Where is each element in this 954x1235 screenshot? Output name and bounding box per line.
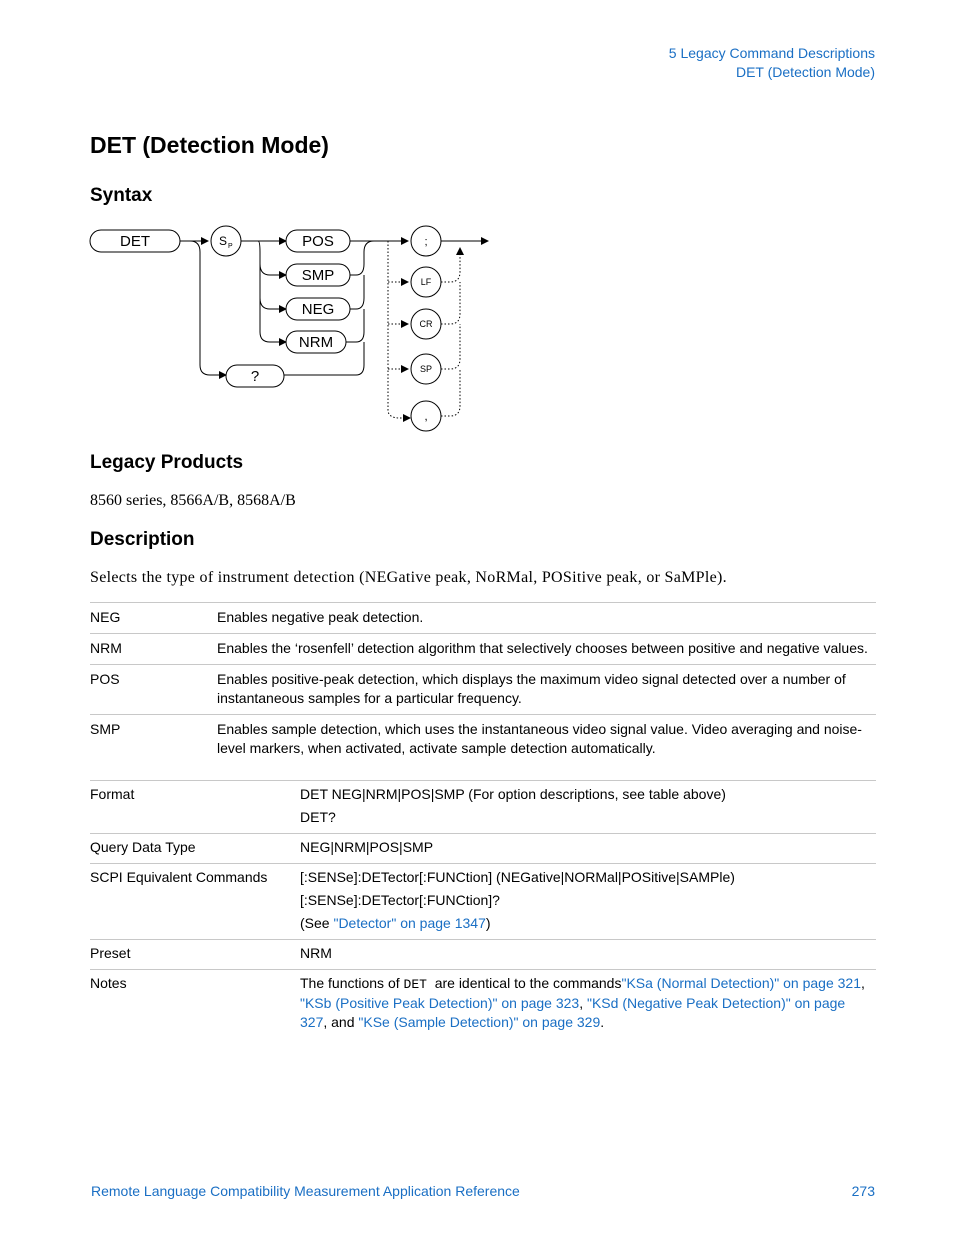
query-data-type-value: NEG|NRM|POS|SMP xyxy=(300,834,876,864)
notes-label: Notes xyxy=(90,970,300,1039)
running-header xyxy=(669,44,875,82)
table-row xyxy=(90,940,876,970)
option-neg-label: NEG xyxy=(301,301,335,318)
footer-doc-title: Remote Language Compatibility Measurement Application Reference xyxy=(91,1183,520,1199)
query-data-type-label: Query Data Type xyxy=(90,834,300,864)
connector xyxy=(258,241,286,342)
notes-text: . xyxy=(600,1014,605,1030)
syntax-heading: Syntax xyxy=(90,185,153,206)
option-desc: Enables sample detection, which uses the instantaneous video signal value. Video averaging and noise-level markers, when activated, activate sample detection automatically. xyxy=(217,715,876,765)
terminator-lf-label: LF xyxy=(420,277,432,287)
terminator-cr-label: CR xyxy=(419,319,433,329)
page-title: DET (Detection Mode) xyxy=(90,132,329,158)
notes-value xyxy=(300,970,876,1039)
connector xyxy=(441,324,460,369)
connector xyxy=(350,275,364,309)
preset-label: Preset xyxy=(90,940,300,970)
space-token-sub: P xyxy=(228,243,233,250)
terminator-comma-label: , xyxy=(424,409,428,423)
format-query-line: DET? xyxy=(300,809,336,825)
preset-value: NRM xyxy=(300,940,876,970)
see-suffix: ) xyxy=(485,915,491,931)
notes-text: are identical to the commands xyxy=(426,975,622,991)
option-key: SMP xyxy=(90,715,217,765)
command-info-table xyxy=(90,780,876,1038)
scpi-label: SCPI Equivalent Commands xyxy=(90,864,300,940)
option-pos-label: POS xyxy=(302,233,334,250)
connector xyxy=(260,298,286,309)
ksd-link[interactable]: "KSd (Negative Peak Detection)" on page 327 xyxy=(300,995,846,1030)
detector-link[interactable]: "Detector" on page 1347 xyxy=(333,915,486,931)
option-desc: Enables positive-peak detection, which displays the maximum video signal detected over a number of instantaneous samples for a particular frequency. xyxy=(217,665,876,715)
notes-text: , and xyxy=(323,1014,359,1030)
description-text: Selects the type of instrument detection (NEGative peak, NoRMal, POSitive peak, or SaMPle). xyxy=(90,569,727,586)
scpi-line: [:SENSe]:DETector[:FUNCtion] (NEGative|NORMal|POSitive|SAMPle) xyxy=(300,869,735,885)
connector xyxy=(388,241,400,418)
ksb-link[interactable]: "KSb (Positive Peak Detection)" on page 323 xyxy=(300,995,580,1011)
connector xyxy=(441,282,460,324)
connector xyxy=(190,241,226,375)
scpi-value xyxy=(300,864,876,940)
scpi-see-line xyxy=(300,914,876,933)
format-value xyxy=(300,781,876,834)
notes-text: , xyxy=(579,995,587,1011)
format-label: Format xyxy=(90,781,300,834)
query-label: ? xyxy=(250,368,260,385)
legacy-products-text: 8560 series, 8566A/B, 8568A/B xyxy=(90,492,296,509)
option-nrm-label: NRM xyxy=(298,334,334,351)
option-smp-label: SMP xyxy=(301,267,335,284)
table-row xyxy=(90,603,876,634)
connector xyxy=(441,369,460,416)
page-footer xyxy=(91,1183,875,1199)
options-table xyxy=(90,602,876,764)
connector xyxy=(260,264,286,275)
table-row xyxy=(90,634,876,665)
option-key: NRM xyxy=(90,634,217,665)
table-row xyxy=(90,970,876,1039)
notes-text: The functions of xyxy=(300,975,404,991)
syntax-diagram xyxy=(88,222,498,434)
terminator-semicolon-label: ; xyxy=(424,236,428,248)
space-token-label: S xyxy=(219,234,228,248)
option-desc: Enables the ‘rosenfell’ detection algorithm that selectively chooses between positive and negative values. xyxy=(217,634,876,665)
table-row xyxy=(90,864,876,940)
description-heading: Description xyxy=(90,529,195,550)
notes-code: DET xyxy=(403,977,427,992)
option-desc: Enables negative peak detection. xyxy=(217,603,876,634)
format-line: DET NEG|NRM|POS|SMP (For option descriptions, see table above) xyxy=(300,786,726,802)
terminator-sp-label: SP xyxy=(419,364,433,374)
header-section: DET (Detection Mode) xyxy=(735,64,875,80)
legacy-products-heading: Legacy Products xyxy=(90,452,244,473)
command-det-label: DET xyxy=(120,233,150,250)
ksa-link[interactable]: "KSa (Normal Detection)" on page 321 xyxy=(621,975,861,991)
option-key: POS xyxy=(90,665,217,715)
connector xyxy=(441,248,460,282)
table-row xyxy=(90,665,876,715)
header-chapter: 5 Legacy Command Descriptions xyxy=(668,45,875,61)
connector xyxy=(350,241,374,275)
table-row xyxy=(90,834,876,864)
kse-link[interactable]: "KSe (Sample Detection)" on page 329 xyxy=(358,1014,601,1030)
page-number: 273 xyxy=(851,1183,875,1199)
table-row xyxy=(90,715,876,765)
see-prefix: (See xyxy=(300,915,334,931)
scpi-query-line: [:SENSe]:DETector[:FUNCtion]? xyxy=(300,892,500,908)
option-key: NEG xyxy=(90,603,217,634)
notes-text: , xyxy=(860,975,865,991)
table-row xyxy=(90,781,876,834)
